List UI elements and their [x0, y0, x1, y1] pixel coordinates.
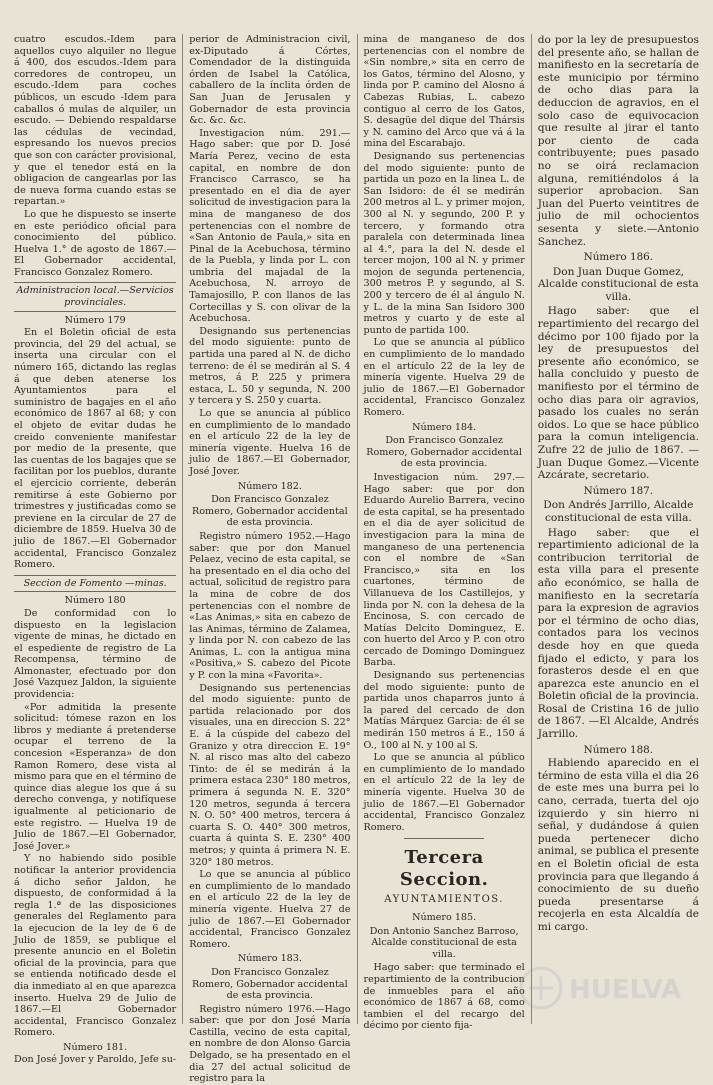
official-header: Don Andrés Jarrillo, Alcalde constitucional de esta villa.	[543, 499, 694, 524]
paragraph: Lo que se anuncia al público en cumplimiento de lo mandado en el artículo 22 de la ley de minería vigente. Huelva 30 de julio de 1867.—El Gobernador accidental, Francisco Gonzalez Romero.	[363, 752, 525, 833]
notice-number: Número 187.	[583, 484, 654, 497]
column-4	[531, 34, 705, 1024]
paragraph: Lo que se anuncia al público en cumplimiento de lo mandado en el artículo 22 de la ley de minería vigente. Huelva 27 de julio de 1867.—El Gobernador accidental, Francisco Gonzalez Romero.	[189, 869, 351, 950]
paragraph: mina de manganeso de dos pertenencias con el nombre de «Sin nombre,» sita en cerro de los Gatos, término del Alosno, y linda por P. camino del Alosno á Cabezas Rubias, L. cabezo contiguo al cerro de los Gatos, S. desagüe del dique del Thársis y N. camino del Arco que vá á la mina del Escarabajo.	[363, 34, 525, 150]
section-rule	[404, 838, 485, 839]
paragraph: Lo que se anuncia al público en cumplimiento de lo mandado en el artículo 22 de la ley de minería vigente. Huelva 16 de julio de 1867.—El Gobernador, José Jover.	[189, 408, 351, 477]
paragraph: Y no habiendo sido posible notificar la anterior providencia á dicho señor Jaldon, he dispuesto, de conformidad á la regla 1.ª de las disposiciones generales del Reglamento para la ejecucion de la ley de 6 de Julio de 1859, se publique el presente anuncio en el Boletin oficial de la provincia, para que se entienda notificado desde el dia inmediato al en que aparezca inserto. Huelva 29 de Julio de 1867.—El Gobernador accidental, Francisco Gonzalez Romero.	[14, 853, 177, 1039]
paragraph: Designando sus pertenencias del modo siguiente: punto de partida relacionado por dos visuales, una en direccion S. 22° E. á la cúspide del cabezo del Granizo y otra direccion E. 19° N. al risco mas alto del cabezo Tinto: de él se medirán á la primera estaca 230° 180 metros, primera á segunda N. E. 320° 120 metros, segunda á tercera N. O. 50° 400 metros, tercera á cuarta S. O. 440° 300 metros, cuarta á quinta S. E. 230° 400 metros; y quinta á primera N. E. 320° 180 metros.	[189, 682, 351, 868]
notice-number: Número 183.	[237, 953, 302, 965]
paragraph: Lo que he dispuesto se inserte en este periódico oficial para conocimiento del público. Huelva 1.° de agosto de 1867.—El Gobernador accidental, Francisco Gonzalez Romero.	[14, 208, 177, 278]
paragraph: Investigacion núm. 297.—Hago saber: que por don Eduardo Aurelio Barrera, vecino de esta capital, se ha presentado en el dia de ayer solicitud de investigacion para la mina de manganeso de una pertenencia con el nombre de «San Francisco,» sita en los cuartones, término de Villanueva de los Castillejos, y linda por N. con la dehesa de la Encinosa, S. con cercado de Matías Delcito Dominguez, E. con huerto del Arco y P. con otro cercado de Domingo Dominguez Barba.	[363, 471, 525, 669]
notice-number: Número 180	[64, 595, 126, 607]
paragraph: do por la ley de presupuestos del presente año, se hallan de manifiesto en la secretaría de este municipio por término de ocho dias para la deduccion de agravios, en el solo caso de equivocacion que resulte al jirar el tanto por ciento de cada contribuyente; pues pasado no se oirá reclamacion alguna, remitiéndolos á la superior aprobacion. San Juan del Puerto veintitres de julio de mil ochocientos sesenta y siete.—Antonio Sanchez.	[537, 34, 699, 248]
paragraph: perior de Administracion civil, ex-Diputado á Córtes, Comendador de la distinguida órden de Isabel la Católica, caballero de la ínclita órden de San Juan de Jerusalen y Gobernador de esta provincia &c. &c. &c.	[189, 34, 351, 127]
paragraph: Don José Jover y Paroldo, Jefe su-	[14, 1054, 177, 1066]
column-3	[357, 34, 531, 1032]
notice-number: Número 186.	[583, 251, 654, 264]
paragraph: De conformidad con lo dispuesto en la legislacion vigente de minas, he dictado en el espediente de registro de La Recompensa, término de Almonaster, efectuado por don José Vazquez Jaldon, la siguiente providencia:	[14, 607, 177, 701]
paragraph: Registro número 1976.—Hago saber: que por don José María Castilla, vecino de esta capital, en nombre de don Alonso Garcia Delgado, se ha presentado en el dia 27 del actual solicitud de registro para la	[189, 1003, 351, 1085]
notice-number: Número 181.	[63, 1041, 128, 1053]
official-header: Don Juan Duque Gomez, Alcalde constitucional de esta villa.	[538, 265, 699, 303]
paragraph: Designando sus pertenencias del modo siguiente: punto de partida un pozo en la linea L. de San Isidoro: de él se medirán 200 metros al L. y primer mojon, 300 al N. y segundo, 200 P. y tercero, y formando otra paralela con determinada linea al 4.°, para la del N. desde el tercer mojon, 100 al N. y primer mojon de segunda pertenencia, 300 metros P. y segundo, al S. 200 y tercero de él al ángulo N. y L. de la mina San Isidoro 300 metros y cuarto y de este al punto de partida 100.	[363, 150, 525, 336]
paragraph: Hago saber: que terminado el repartimiento de la contribucion de inmuebles para el año económico de 1867 á 68, como tambien el del recargo del décimo por ciento fija-	[363, 962, 525, 1032]
paragraph: Investigacion núm. 291.—Hago saber: que por D. José María Perez, vecino de esta capital, en nombre de don Francisco Carrasco, se ha presentado en el dia de ayer solicitud de investigacion para la mina de manganeso de dos pertenencias con el nombre de «San Antonio de Paula,» sita en Pinal de la Acebuchosa, término de la Puebla, y linda por L. con umbria del majadal de la Acebuchosa, N. arroyo de Tamajosillo, P. con llanos de las Cortecillas y S. con olivar de la Acebuchosa.	[189, 127, 351, 325]
section-heading: Administracion local.—Servicios provinciales.	[14, 282, 176, 311]
paragraph: En el Boletin oficial de esta provincia, del 29 del actual, se inserta una circular con el número 165, dictando las reglas á que deben atenerse los Ayuntamientos para el suministro de bagajes en el año económico de 1867 al 68; y con el objeto de evitar dudas he creido conveniente manifestar por medio de la presente, que las cuentas de los bagajes que se facilitan por los pueblos, durante el ejercicio corriente, deberán remitirse á este Gobierno por trimestres y justificadas como se previene en la circular de 27 de diciembre de 1859. Huelva 30 de julio de 1867.—El Gobernador accidental, Francisco Gonzalez Romero.	[14, 327, 177, 571]
official-header: Don Francisco Gonzalez Romero, Gobernador accidental de esta provincia.	[366, 435, 522, 470]
paragraph: «Por admitida la presente solicitud: tómese razon en los libros y mediante á pretenderse ocupar el terreno de la concesion «Esperanza» de don Ramon Romero, dese vista al mismo para que en el término de quince dias alegue los que á su derecho convenga, y notifíquese igualmente al peticionario de este registro. — Huelva 19 de Julio de 1867.—El Gobernador, José Jover.»	[14, 701, 177, 852]
column-2	[182, 34, 356, 1085]
official-header: Don Francisco Gonzalez Romero, Gobernador accidental de esta provincia.	[192, 966, 348, 1002]
paragraph: Registro número 1952.—Hago saber: que por don Manuel Pelaez, vecino de esta capital, se ha presentado en el dia ocho del actual, solicitud de registro para la mina de cobre de dos pertenencias con el nombre de «Las Animas,» sita en cabezo de las Animas, término de Zalamea, y linda por N. con cabezo de las Animas, L. con la antigua mina «Positiva,» S. cabezo del Picote y P. con la mina «Favorita».	[189, 530, 351, 682]
paragraph: Hago saber: que el repartimiento adicional de la contribucion territorial de esta villa para el presente año económico, se halla de manifiesto en la secretaría para la expresion de agravios por el término de ocho dias, contados para los vecinos desde hoy en que queda fijado el edicto, y para los forasteros desde el en que aparezca este anuncio en el Boletin oficial de la provincia. Rosal de Cristina 16 de julio de 1867. —El Alcalde, Andrés Jarrillo.	[537, 526, 699, 741]
paragraph: Habiendo aparecido en el término de esta villa el dia 26 de este mes una burra pei lo cano, cerrada, tuerta del ojo izquierdo y sin hierro ni señal, y dudándose á quien pueda pertenecer dicho animal, se publica el presente en el Boletin oficial de esta provincia para que llegando á conocimiento de su dueño pueda presentarse á recojerla en esta Alcaldía de mi cargo.	[537, 757, 699, 933]
official-header: Don Antonio Sanchez Barroso, Alcalde constitucional de esta villa.	[369, 925, 519, 960]
paragraph: Hago saber: que el repartimiento del recargo del décimo por 100 fijado por la ley de presupuestos del presente año económico, se halla concluido y puesto de manifiesto por el término de ocho dias para oir agravios, pasado los cuales no serán oidos. Lo que se hace público para la comun inteligencia. Zufre 22 de julio de 1867. —Juan Duque Gomez.—Vicente Azcárate, secretario.	[537, 305, 699, 482]
section-title: Tercera Seccion.	[399, 847, 489, 891]
paragraph: Designando sus pertenencias del modo siguiente: punto de partida una pared al N. de dicho terreno: de él se medirán al S. 4 metros, á P. 225 y primera estaca, L. 50 y segunda, N. 200 y tercera y S. 250 y cuarta.	[189, 325, 351, 407]
paragraph: Lo que se anuncia al público en cumplimiento de lo mandado en el artículo 22 de la ley de minería vigente. Huelva 29 de julio de 1867.—El Gobernador accidental, Francisco Gonzalez Romero.	[363, 337, 525, 418]
paragraph: Designando sus pertenencias del modo siguiente: punto de partida unos chaparros junto á la pared del cercado de don Matías Márquez Garcia: de él se medirán 150 metros á E., 150 á O., 100 al N. y 100 al S.	[363, 670, 525, 751]
watermark-text: HUELVA	[569, 975, 682, 1005]
notice-number: Número 185.	[412, 911, 477, 923]
paragraph: cuatro escudos.-Idem para aquellos cuyo alquiler no llegue á 400, dos escudos.-Idem para corredores de contropeu, un escudo.-Idem para coches públicos, un escudo -Idem para caballos ó mulas de alquiler, un escudo. — Debiendo respaldarse las cédulas de vecindad, espresando los nuevos precios que son con carácter provisional, y que el tenedor está en la obligacion de cangearlas por las de nueva forma cuando estas se repartan.»	[14, 34, 177, 208]
section-heading: Seccion de Fomento —minas.	[14, 575, 176, 593]
column-1	[8, 34, 182, 1066]
notice-number: Número 188.	[583, 743, 654, 756]
notice-number: Número 184.	[412, 421, 477, 433]
notice-number: Número 179	[64, 314, 126, 326]
subsection-title: AYUNTAMIENTOS.	[384, 894, 504, 906]
notice-number: Número 182.	[237, 480, 302, 492]
official-header: Don Francisco Gonzalez Romero, Gobernador accidental de esta provincia.	[192, 494, 348, 529]
